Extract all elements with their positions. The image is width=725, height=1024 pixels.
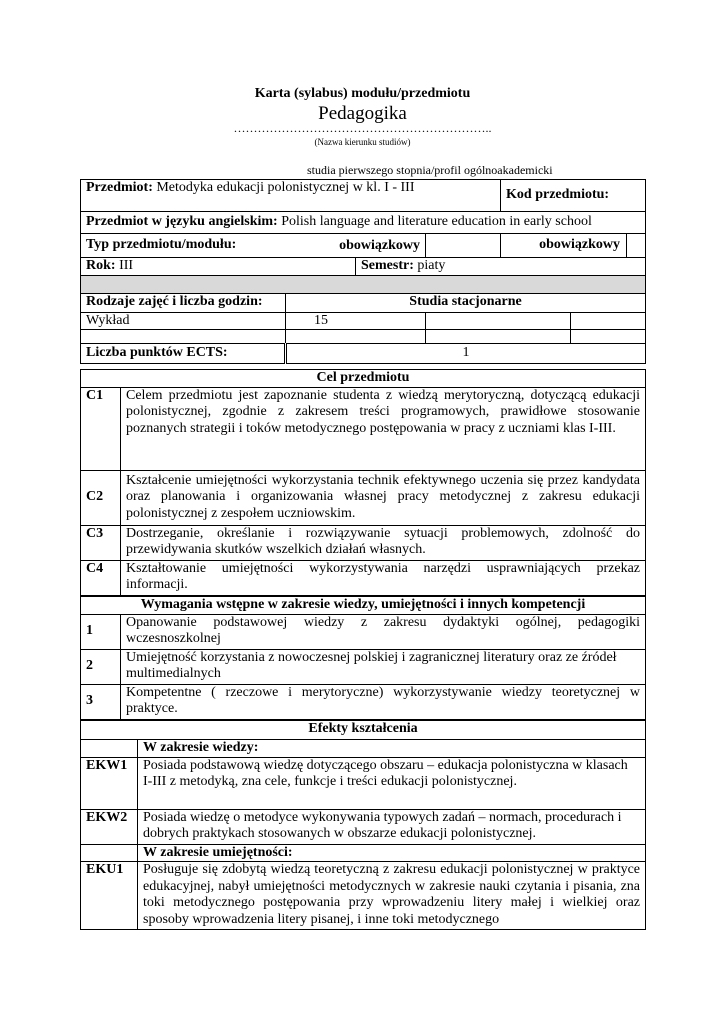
- type-cell: [81, 234, 426, 258]
- year-value: III: [119, 258, 134, 273]
- empty-cell: [571, 330, 646, 344]
- year-cell: [81, 258, 356, 276]
- empty-cell: [426, 312, 571, 330]
- knowledge-heading: W zakresie wiedzy:: [138, 740, 646, 758]
- type-value-1: obowiązkowy: [339, 238, 420, 253]
- goal-text: Dostrzeganie, określanie i rozwiązywanie sytuacji problemowych, zdolność do przewidywania skutków wszelkich działań własnych.: [121, 525, 646, 560]
- english-name-cell: [81, 212, 646, 234]
- prerequisites-title: Wymagania wstępne w zakresie wiedzy, umiejętności i innych kompetencji: [81, 597, 646, 615]
- field-of-study-hint: (Nazwa kierunku studiów): [314, 137, 411, 147]
- stationary-studies-label: Studia stacjonarne: [286, 293, 646, 312]
- outcome-code: EKW2: [81, 809, 138, 844]
- lecture-label: Wykład: [81, 312, 286, 330]
- ects-value: 1: [286, 344, 646, 364]
- subject-label: Przedmiot:: [86, 180, 153, 195]
- document-title: Karta (sylabus) modułu/przedmiotu: [254, 86, 471, 101]
- ects-label: Liczba punktów ECTS:: [81, 344, 286, 364]
- prerequisite-text: Opanowanie podstawowej wiedzy z zakresu dydaktyki ogólnej, pedagogiki wczesnoszkolnej: [121, 614, 646, 649]
- goal-text: Celem przedmiotu jest zapoznanie studenta z wiedzą merytoryczną, dotyczącą edukacji polonistycznej, zgodnie z zakresem treści programowych, prawidłowe stosowanie poznanych strategii i toków metodycznego postępowania w pracy z uczniami klas I-III.: [121, 387, 646, 470]
- skills-heading: W zakresie umiejętności:: [138, 844, 646, 862]
- goal-code: C4: [81, 560, 121, 595]
- english-name-label: Przedmiot w języku angielskim:: [86, 214, 278, 230]
- goal-text: Kształcenie umiejętności wykorzystania technik efektywnego uczenia się przez kandydata oraz planowania i organizowania własnej pracy metodycznej z zakresu edukacji polonistycznej z zespołem uczniowskim.: [121, 470, 646, 525]
- outcome-code: EKU1: [81, 862, 138, 930]
- subject-cell: [81, 180, 501, 212]
- goal-code: C3: [81, 525, 121, 560]
- empty-cell: [571, 312, 646, 330]
- goals-table: [80, 369, 646, 596]
- type-empty-cell: [426, 234, 501, 258]
- subject-info-table: [80, 179, 646, 364]
- outcome-text: Posiada podstawową wiedzę dotyczącego obszaru – edukacja polonistyczna w klasach I-III z metodyką, zna cele, funkcje i treści edukacji polonistycznej.: [138, 757, 646, 809]
- goal-code: C2: [81, 470, 121, 525]
- outcomes-title: Efekty kształcenia: [81, 721, 646, 740]
- outcome-code: EKW1: [81, 757, 138, 809]
- empty-cell: [286, 330, 426, 344]
- empty-cell: [81, 740, 138, 758]
- gray-separator: [81, 275, 646, 293]
- prerequisite-code: 3: [81, 684, 121, 719]
- type-value-2-cell: [501, 234, 646, 258]
- goal-text: Kształtowanie umiejętności wykorzystywania narzędzi usprawniających przekaz informacji.: [121, 560, 646, 595]
- outcomes-table: [80, 720, 646, 930]
- subject-value: Metodyka edukacji polonistycznej w kl. I - III: [156, 180, 415, 195]
- semester-label: Semestr:: [361, 258, 414, 273]
- goal-code: C1: [81, 387, 121, 470]
- field-of-study: Pedagogika: [318, 103, 407, 124]
- prerequisite-code: 2: [81, 649, 121, 684]
- goals-title: Cel przedmiotu: [81, 370, 646, 388]
- type-label: Typ przedmiotu/modułu:: [86, 237, 237, 253]
- outcome-text: Posiada wiedzę o metodyce wykonywania typowych zadań – normach, procedurach i dobrych praktykach stosowanych w obszarze edukacji polonistycznej.: [138, 809, 646, 844]
- prerequisite-text: Kompetentne ( rzeczowe i merytoryczne) wykorzystywanie wiedzy teoretycznej w praktyce.: [121, 684, 646, 719]
- year-label: Rok:: [86, 258, 116, 273]
- semester-cell: [356, 258, 646, 276]
- empty-cell: [81, 844, 138, 862]
- classes-label: Rodzaje zajęć i liczba godzin:: [81, 293, 286, 312]
- empty-cell: [81, 330, 286, 344]
- prerequisites-table: [80, 596, 646, 720]
- dotted-line: ………………………………………………………..: [233, 121, 492, 135]
- english-name-value: Polish language and literature education in early school: [281, 214, 592, 230]
- studies-profile: studia pierwszego stopnia/profil ogólnoakademicki: [307, 163, 553, 177]
- outcome-text: Posługuje się zdobytą wiedzą teoretyczną z zakresu edukacji polonistycznej w praktyce edukacyjnej, nabył umiejętności metodycznych w zakresie nauki czytania i pisania, zna toki metodycznego postępowania przy wprowadzeniu litery małej i wielkiej oraz sposoby wprowadzenia litery pisanej, i inne toki metodycznego: [138, 862, 646, 930]
- empty-cell: [426, 330, 571, 344]
- type-value-2: obowiązkowy: [539, 237, 621, 253]
- lecture-hours: 15: [286, 312, 426, 330]
- subject-code-label: Kod przedmiotu:: [501, 180, 646, 212]
- semester-value: piaty: [417, 258, 446, 273]
- prerequisite-text: Umiejętność korzystania z nowoczesnej polskiej i zagranicznej literatury oraz ze źródeł multimedialnych: [121, 649, 646, 684]
- prerequisite-code: 1: [81, 614, 121, 649]
